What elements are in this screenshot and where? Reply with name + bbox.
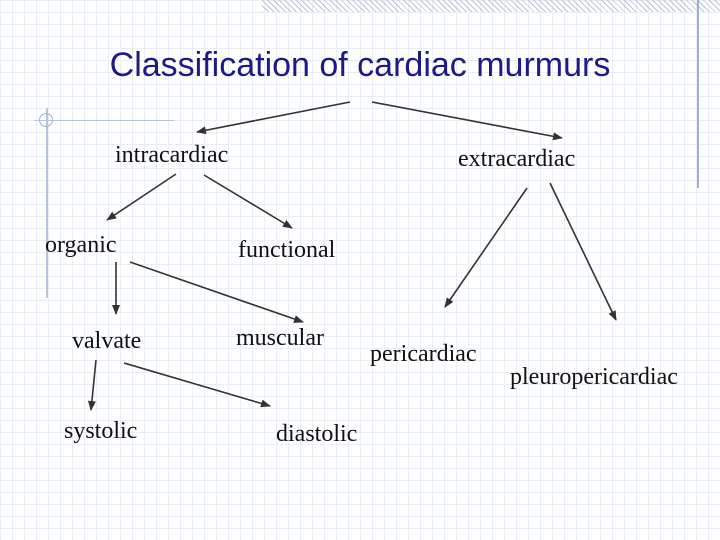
arrow-extracardiac-pleuropericardiac bbox=[550, 183, 616, 320]
slide-title: Classification of cardiac murmurs bbox=[109, 46, 611, 84]
node-diastolic: diastolic bbox=[276, 421, 358, 447]
arrow-valvate-systolic bbox=[91, 360, 96, 410]
arrow-title-extracardiac bbox=[372, 102, 562, 138]
arrow-intracardiac-functional bbox=[204, 175, 292, 228]
arrow-valvate-diastolic bbox=[124, 363, 270, 406]
node-functional: functional bbox=[238, 237, 336, 263]
arrow-intracardiac-organic bbox=[107, 174, 176, 220]
node-pericardiac: pericardiac bbox=[370, 341, 477, 367]
arrow-organic-muscular bbox=[130, 262, 303, 322]
arrow-extracardiac-pericardiac bbox=[445, 188, 527, 307]
node-valvate: valvate bbox=[72, 328, 142, 354]
node-organic: organic bbox=[45, 232, 117, 258]
node-extracardiac: extracardiac bbox=[458, 146, 576, 172]
node-intracardiac: intracardiac bbox=[115, 142, 229, 168]
node-systolic: systolic bbox=[64, 418, 138, 444]
arrow-title-intracardiac bbox=[197, 102, 350, 132]
node-muscular: muscular bbox=[236, 325, 324, 351]
node-pleuropericardiac: pleuropericardiac bbox=[510, 364, 678, 390]
